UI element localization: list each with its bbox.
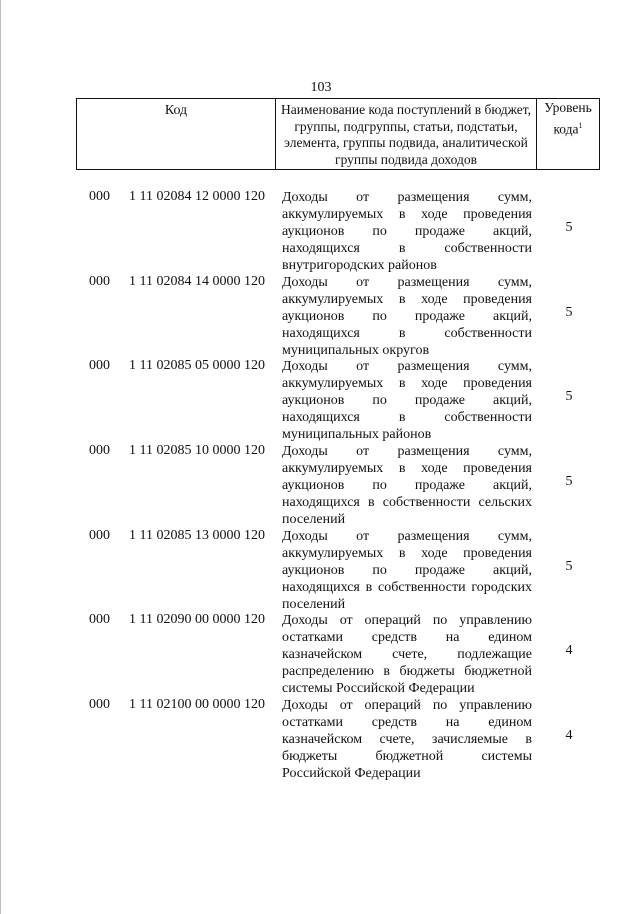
row-level: 5 (565, 305, 573, 320)
row-prefix: 000 (89, 274, 110, 289)
row-code: 1 11 02100 00 0000 120 (129, 697, 265, 712)
row-level: 5 (565, 474, 573, 489)
row-prefix: 000 (89, 612, 110, 627)
row-name: Доходы от операций по управлению остатками средств на едином казначейском счете, зачисляемые в бюджеты бюджетной системы Российской Федерации (282, 698, 532, 781)
row-name: Доходы от размещения сумм, аккумулируемых в ходе проведения аукционов по продаже акций, находящихся в собственности муниципальных округов (282, 275, 532, 358)
header-code: Код (77, 99, 276, 169)
row-level: 5 (565, 559, 573, 574)
row-level: 4 (565, 643, 573, 658)
row-code: 1 11 02084 12 0000 120 (129, 189, 265, 204)
row-name: Доходы от размещения сумм, аккумулируемых в ходе проведения аукционов по продаже акций, находящихся в собственности сельских поселений (282, 444, 532, 527)
row-code: 1 11 02085 05 0000 120 (129, 358, 265, 373)
header-name: Наименование кода поступлений в бюджет, группы, подгруппы, статьи, подстатьи, элемента, группы подвида, аналитической группы подвида доходов (276, 99, 537, 169)
row-level: 5 (565, 389, 573, 404)
row-prefix: 000 (89, 443, 110, 458)
header-level (537, 99, 599, 169)
table-header (76, 98, 600, 170)
row-prefix: 000 (89, 697, 110, 712)
row-name: Доходы от размещения сумм, аккумулируемых в ходе проведения аукционов по продаже акций, находящихся в собственности внутригородских районов (282, 190, 532, 273)
row-prefix: 000 (89, 189, 110, 204)
row-prefix: 000 (89, 358, 110, 373)
row-prefix: 000 (89, 528, 110, 543)
row-name: Доходы от операций по управлению остатками средств на едином казначейском счете, подлежащие распределению в бюджеты бюджетной системы Российской Федерации (282, 613, 532, 696)
row-code: 1 11 02084 14 0000 120 (129, 274, 265, 289)
header-level-text: Уровень кода (544, 100, 592, 137)
header-level-footnote: 1 (578, 121, 583, 130)
row-name: Доходы от размещения сумм, аккумулируемых в ходе проведения аукционов по продаже акций, находящихся в собственности муниципальных районов (282, 359, 532, 442)
row-code: 1 11 02085 13 0000 120 (129, 528, 265, 543)
page-number: 103 (310, 80, 332, 95)
row-level: 4 (565, 728, 573, 743)
row-level: 5 (565, 220, 573, 235)
row-name: Доходы от размещения сумм, аккумулируемых в ходе проведения аукционов по продаже акций, находящихся в собственности городских поселений (282, 529, 532, 612)
row-code: 1 11 02090 00 0000 120 (129, 612, 265, 627)
row-code: 1 11 02085 10 0000 120 (129, 443, 265, 458)
